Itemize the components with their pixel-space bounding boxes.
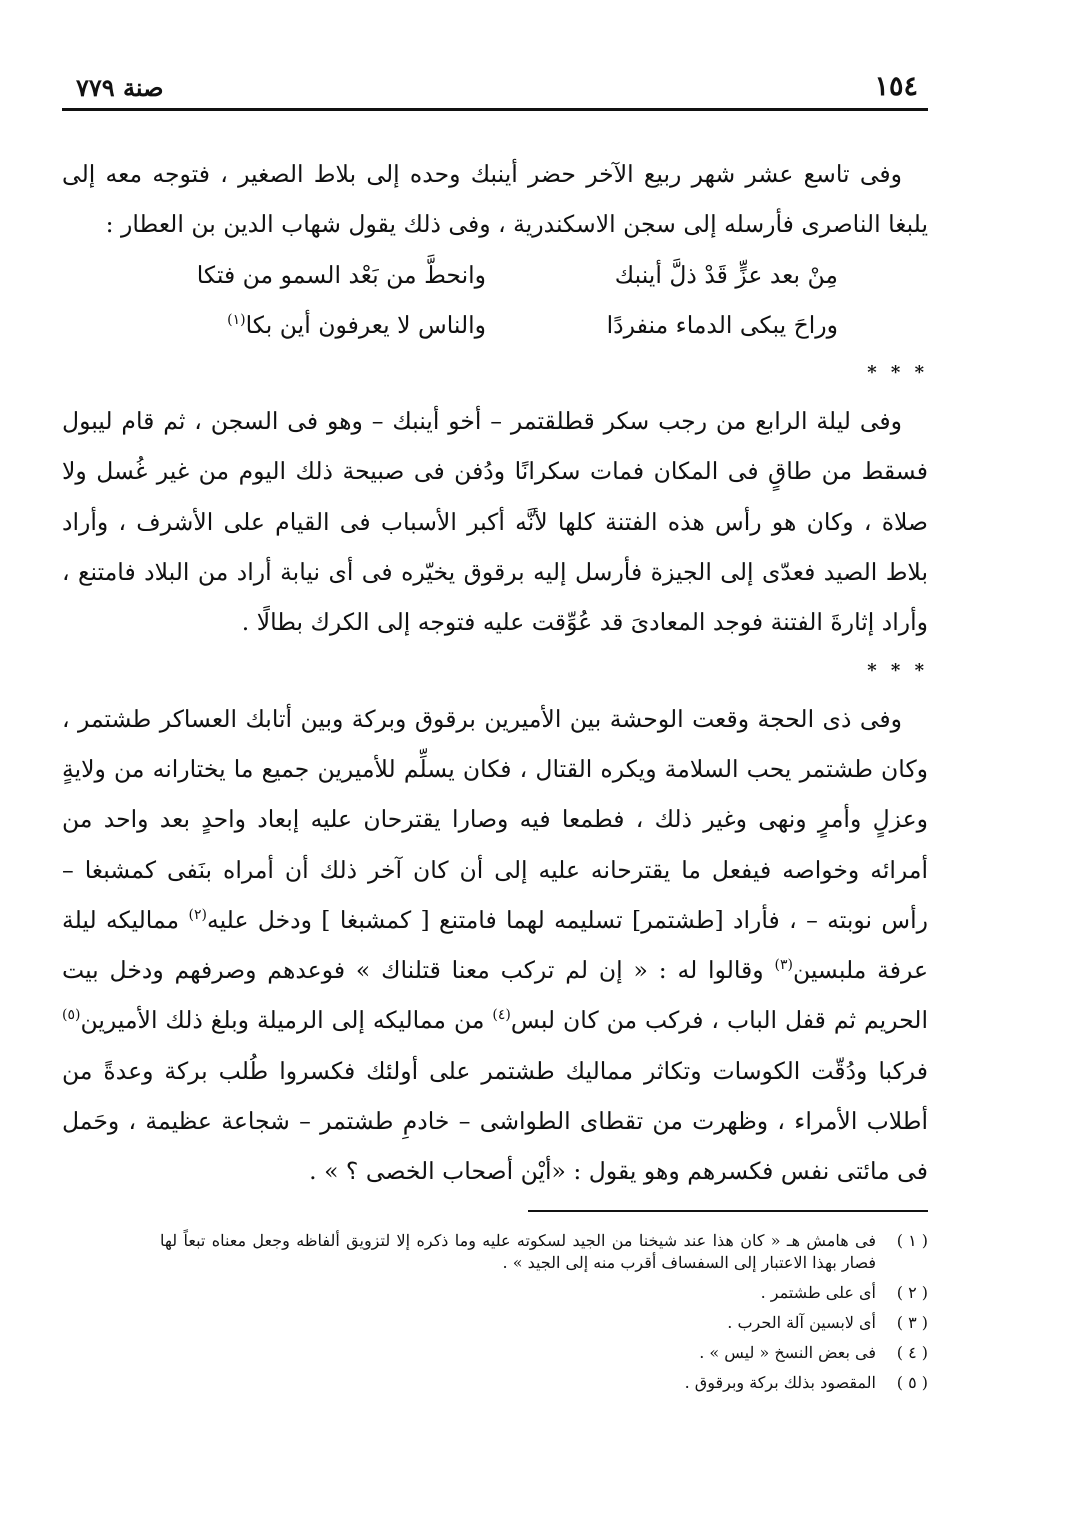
footnote-text: أى لابسين آلة الحرب . (727, 1313, 876, 1332)
volume-page-reference: صنة ٧٧٩ (76, 73, 164, 102)
paragraph-3-part-3: وقالوا له : « إن لم تركب معنا قتلناك » فوعدهم وصرفهم ودخل بيت الحريم ثم قفل الباب ، فركب من كان لبس (62, 956, 928, 1035)
paragraph-3-part-4: من مماليكه إلى الرميلة وبلغ ذلك الأميرين (80, 1006, 493, 1035)
verse-1-second-hemistich: وانحطَّ من بَعْد السمو من فتكا (196, 260, 486, 289)
page-header (62, 66, 928, 102)
paragraph-1: وفى تاسع عشر شهر ربيع الآخر حضر أينبك وحده إلى بلاط الصغير ، فتوجه معه إلى يلبغا الناصرى فأرسله إلى سجن الاسكندرية ، وفى ذلك يقول شهاب الدين بن العطار : (62, 160, 928, 239)
footnote-ref-3: (٣) (774, 957, 793, 974)
verse-2-second-hemistich (186, 300, 486, 350)
footnote-ref-2: (٢) (188, 907, 207, 924)
footnote (160, 1342, 928, 1364)
footnote-number: ( ٣ ) (896, 1313, 928, 1332)
paragraph-3-part-2: مماليكه ليلة عرفة ملبسين (62, 905, 928, 985)
paragraph-3 (62, 694, 928, 1197)
header-rule (62, 108, 928, 111)
main-text (62, 149, 928, 1197)
footnote (160, 1312, 928, 1334)
footnote-number: ( ٥ ) (896, 1373, 928, 1392)
footnote-ref-4: (٤) (492, 1007, 511, 1024)
verse-1-first-hemistich: مِنْ بعد عزٍّ قَدْ ذلَّ أينبك (614, 260, 838, 289)
footnote-text: فى هامش هـ « كان هذا عند شيخنا من الجيد لسكوته عليه وما ذكره إلا لتزويق ألفاظه وجعل معناه تبعاً لها فصار بهذا الاعتبار إلى السفساف أقرب منه إلى الجيد » . (160, 1231, 876, 1272)
footnote (160, 1372, 928, 1394)
section-separator: * * * (867, 362, 928, 384)
footnote-ref-5: (٥) (62, 1007, 81, 1024)
footnote-number: ( ٤ ) (896, 1343, 928, 1362)
footnote (160, 1282, 928, 1304)
footnote-number: ( ١ ) (896, 1231, 928, 1250)
footnote-ref-1: (١) (227, 312, 246, 329)
verse-2-text: والناس لا يعرفون أين بكا (245, 310, 486, 339)
page-number: ١٥٤ (874, 71, 918, 102)
footnote-text: فى بعض النسخ « ليس » . (699, 1343, 876, 1362)
section-separator: * * * (867, 659, 928, 681)
verse-line-1 (62, 250, 928, 300)
verse-2-first-hemistich: وراحَ يبكى الدماء منفردًا (606, 310, 838, 339)
paragraph-3-part-1: وفى ذى الحجة وقعت الوحشة بين الأميرين برقوق وبركة وبين أتابك العساكر طشتمر ، وكان طشتمر يحب السلامة ويكره القتال ، فكان يسلِّم للأميرين جميع ما يختارانه من ولايةٍ وعزلٍ وأمرٍ ونهى وغير ذلك ، فطمعا فيه وصارا يقترحان عليه إبعاد واحدٍ بعد واحد من أمرائه وخواصه فيفعل ما يقترحانه عليه إلى أن كان آخر ذلك أن أمراه بنَفى كمشبغا – رأس نوبته – ، فأراد [طشتمر] تسليمه لهما فامتنع [ كمشبغا ] ودخل عليه (62, 704, 928, 934)
footnote-text: أى على طشتمر . (760, 1283, 876, 1302)
verse-line-2 (62, 300, 928, 350)
paragraph-2: وفى ليلة الرابع من رجب سكر قطلقتمر – أخو أينبك – وهو فى السجن ، ثم قام ليبول فسقط من طاقٍ فى المكان فمات سكرانًا ودُفن فى صبيحة ذلك اليوم من غير غُسل ولا صلاة ، وكان هو رأس هذه الفتنة كلها لأنَّه أكبر الأسباب فى القيام على الأشرف ، وأراد بلاط الصيد فعدّى إلى الجيزة فأرسل إليه برقوق يخيّره فى أى نيابة أراد من البلاد فامتنع ، وأراد إثارةَ الفتنة فوجد المعادىَ قد عُوِّقت عليه فتوجه إلى الكرك بطالًا . (62, 407, 928, 637)
footnote-rule (528, 1210, 928, 1212)
footnote-number: ( ٢ ) (896, 1283, 928, 1302)
footnote (160, 1230, 928, 1274)
footnote-text: المقصود بذلك بركة وبرقوق . (684, 1373, 876, 1392)
footnotes (160, 1230, 928, 1402)
paragraph-3-part-5: فركبا ودُقّت الكوسات وتكاثر مماليك طشتمر على أولئك فكسروا طُلب بركة وعدةً من أطلاب الأمراء ، وظهرت من تقطاى الطواشى – خادمِ طشتمر – شجاعة عظيمة ، وحَمل فى مائتى نفس فكسرهم وهو يقول : «أيْن أصحاب الخصى ؟ » . (62, 1056, 928, 1186)
